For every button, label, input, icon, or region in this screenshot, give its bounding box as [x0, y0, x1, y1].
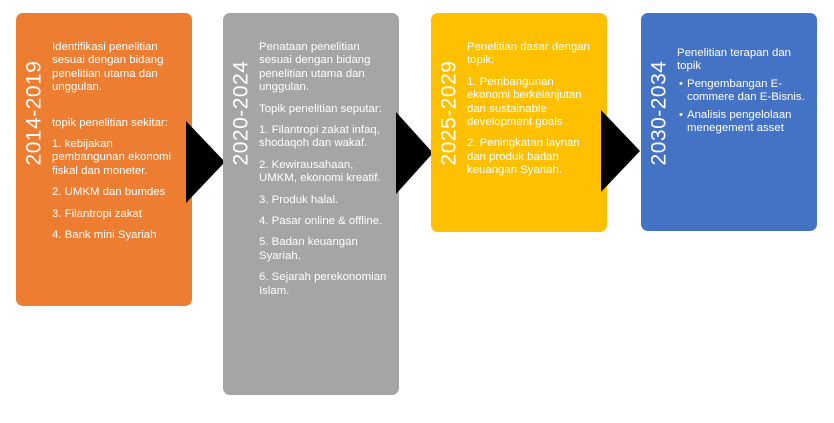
phase-2020-2024-box [223, 13, 399, 395]
phase-year-text: 2025-2029 [437, 60, 460, 166]
phase-2030-2034-box [641, 13, 817, 231]
arrow-right-icon [186, 121, 225, 203]
phase-intro: Penelitian terapan dan topik [677, 47, 791, 73]
arrow-right-icon [601, 110, 640, 192]
phase-2014-2019-box [16, 13, 192, 306]
phase-year-text: 2030-2034 [647, 60, 670, 166]
phase-content [259, 41, 391, 395]
phase-item: 6. Sejarah perekonomian Islam. [259, 271, 387, 297]
phase-heading: topik penelitian sekitar: [52, 116, 168, 129]
arrow-right-icon [396, 112, 433, 194]
phase-intro: Identifikasi penelitian sesuai dengan bidang penelitian utama dan unggulan. [52, 41, 164, 94]
phase-bullet-list [677, 78, 809, 136]
phase-content [467, 41, 599, 232]
phase-item: 2. Kewirausahaan, UMKM, ekonomi kreatif. [259, 158, 381, 185]
phase-year-label [431, 13, 467, 213]
phase-intro: Penataan penelitian sesuai dengan bidang penelitian utama dan unggulan. [259, 41, 371, 94]
phase-year-label [641, 13, 677, 213]
phase-year-label [16, 13, 52, 213]
phase-content [52, 41, 184, 306]
phase-item: 3. Produk halal. [259, 193, 339, 206]
phase-bullet-item: • Pengembangan E-commere dan E-Bisnis. [687, 78, 809, 105]
phase-2025-2029-box [431, 13, 607, 232]
phase-content [677, 47, 809, 231]
phase-year-text: 2020-2024 [229, 60, 252, 166]
phase-bullet-item: • Analisis pengelolaan menegement asset [687, 109, 809, 136]
phase-year-label [223, 13, 259, 213]
phase-item: 1. Pembangunan ekonomi berkelanjutan dan sustainable development goals [467, 75, 582, 129]
phase-item: 1. Filantropi zakat infaq, shodaqoh dan wakaf. [259, 124, 380, 150]
phase-item: 1. kebijakan pembangunan ekonomi fiskal dan moneter. [52, 138, 172, 177]
phase-item: 2. Peningkatan laynan dan produk badan keuangan Syariah. [467, 137, 580, 177]
phase-item: 4. Bank mini Syariah [52, 229, 157, 242]
phase-heading: Topik penelitian seputar: [259, 102, 382, 115]
phase-year-text: 2014-2019 [22, 60, 45, 166]
phase-item: 2. UMKM dan bumdes [52, 186, 166, 199]
phase-intro: Penelitian dasar dengan topik: [467, 41, 590, 67]
phase-item: 5. Badan keuangan Syariah. [259, 236, 358, 262]
phase-item: 3. Filantropi zakat [52, 207, 142, 220]
phase-item: 4. Pasar online & offline. [259, 215, 383, 228]
